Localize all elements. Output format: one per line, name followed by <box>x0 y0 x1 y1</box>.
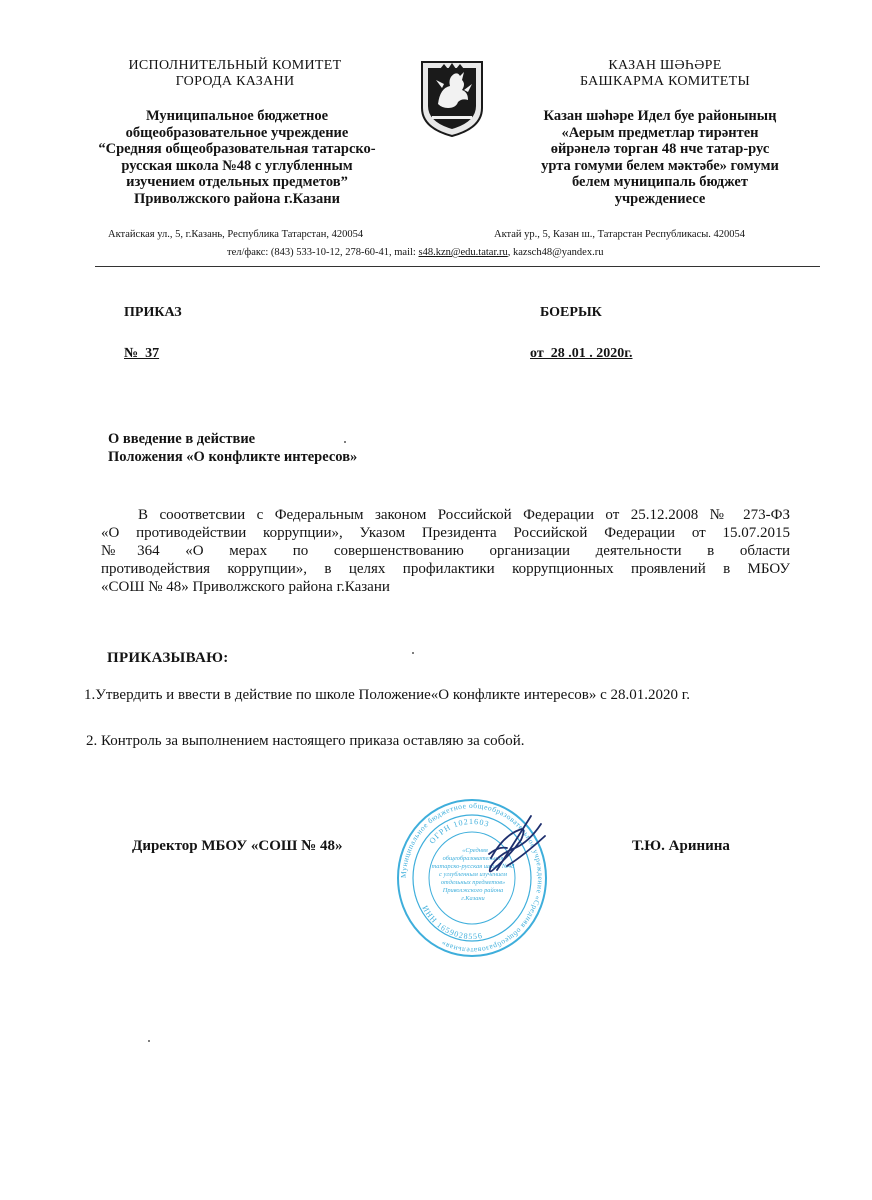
order-item: 1.Утвердить и ввести в действие по школе Положение«О конфликте интересов» с 28.01.2020 г. <box>84 687 690 703</box>
decree-heading: ПРИКАЗЫВАЮ: <box>107 650 229 666</box>
order-item: 2. Контроль за выполнением настоящего приказа оставляю за собой. <box>86 733 525 749</box>
order-subject <box>108 430 357 466</box>
contact-phone: тел/факс: (843) 533-10-12, 278-60-41, mail: <box>227 247 419 258</box>
header-left-org <box>80 58 390 90</box>
header-right-school-line: урта гомуми белем мәктәбе» гомуми <box>541 157 779 174</box>
kazan-coat-of-arms-icon <box>418 58 486 138</box>
preamble-line: «О противодействии коррупции», Указом Президента Российской Федерации от 15.07.2015 <box>101 525 790 541</box>
order-subject-line: Положения «О конфликте интересов» <box>108 449 358 465</box>
header-left-school-line: “Средняя общеобразовательная татарско- <box>98 141 376 157</box>
contact-line <box>227 247 603 258</box>
preamble-line: «СОШ № 48» Приволжского района г.Казани <box>101 579 390 595</box>
header-right-school-line: белем муниципаль бюджет <box>572 174 748 190</box>
address-right: Актай ур., 5, Казан ш., Татарстан Республикасы. 420054 <box>494 229 746 240</box>
stamp-ogrn <box>427 817 490 846</box>
stamp-center-line: с углубленным изучением <box>439 871 507 878</box>
header-left-org-line: ГОРОДА КАЗАНИ <box>175 74 295 89</box>
header-right-school-line: өйрәнелә торган 48 нче татар-рус <box>550 141 770 157</box>
preamble-line: №364 «О мерах по совершенствованию организации деятельности в области <box>101 543 790 559</box>
round-stamp-icon <box>395 796 550 959</box>
scan-speck <box>148 1040 150 1042</box>
signature-name: Т.Ю. Аринина <box>632 838 730 854</box>
header-right-org-line: БАШКАРМА КОМИТЕТЫ <box>579 74 750 89</box>
stamp-inn-textpath: ИНН 1659028556 <box>420 904 484 942</box>
header-left-school <box>52 108 422 207</box>
preamble-line: противодействия коррупции», в целях профилактики коррупционных проявлений в МБОУ <box>101 561 790 577</box>
preamble-line: В сооответсвии с Федеральным законом Российской Федерации от 25.12.2008 № 273-ФЗ <box>138 507 790 523</box>
contact-email-secondary: , kazsch48@yandex.ru <box>507 247 604 258</box>
header-left-school-line: изучением отдельных предметов” <box>126 174 348 190</box>
stamp-center-line: татарско-русская школа №48 <box>431 863 515 870</box>
order-number: № 37 <box>124 346 160 361</box>
header-left-school-line: русская школа №48 с углубленным <box>121 157 353 174</box>
contact-email-link[interactable]: s48.kzn@edu.tatar.ru <box>418 247 508 258</box>
header-right-school-line: «Аерым предметлар тирәнтен <box>561 124 759 141</box>
scan-speck <box>412 652 414 654</box>
header-left-org-line: ИСПОЛНИТЕЛЬНЫЙ КОМИТЕТ <box>128 58 342 73</box>
header-left-school-line: Муниципальное бюджетное <box>145 108 329 124</box>
order-title-ru: ПРИКАЗ <box>124 305 182 320</box>
header-left-school-line: Приволжского района г.Казани <box>134 190 340 207</box>
order-title-tt: БОЕРЫК <box>540 305 602 320</box>
stamp-center-line: отдельных предметов» <box>440 879 506 886</box>
address-left: Актайская ул., 5, г.Казань, Республика Татарстан, 420054 <box>108 229 364 240</box>
header-right-school <box>505 108 815 207</box>
stamp-center-line: г.Казани <box>461 895 485 902</box>
stamp-center-line: «Средняя <box>462 847 488 854</box>
scan-speck <box>344 441 346 443</box>
header-right-school-line: Казан шәһәре Идел буе районының <box>543 108 777 124</box>
stamp-center-line: общеобразовательная <box>442 855 504 862</box>
order-preamble <box>101 506 790 596</box>
header-right-org-line: КАЗАН ШӘҺӘРЕ <box>608 58 722 73</box>
stamp-ogrn-textpath: ОГРН 1021603 <box>427 816 491 846</box>
stamp-outer-textpath: Муниципальное бюджетное общеобразовательное учреждение «Средняя общеобразовательная» <box>398 800 546 956</box>
stamp-center-line: Приволжского района <box>442 887 504 894</box>
order-date: от 28 .01 . 2020г. <box>530 346 633 361</box>
header-right-school-line: учреждениесе <box>614 190 706 207</box>
header-right-org <box>520 58 810 90</box>
order-subject-line: О введение в действие <box>108 431 256 447</box>
header-divider <box>95 266 820 267</box>
header-left-school-line: общеобразовательное учреждение <box>125 124 349 141</box>
signature-position: Директор МБОУ «СОШ № 48» <box>132 838 343 854</box>
